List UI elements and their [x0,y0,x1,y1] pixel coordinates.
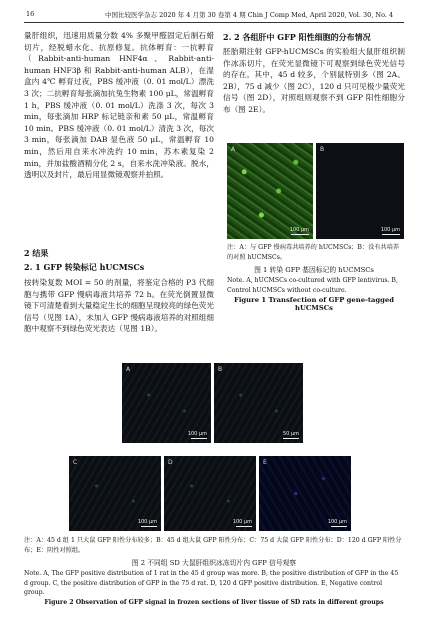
figure-1a-scale: 100 μm [289,227,309,233]
figure-2e-image [259,456,351,531]
figure-1-note-en: Note. A, hUCMSCs co-cultured with GFP lentivirus. B, Control hUCMSCs without co-culture. [227,277,398,294]
section-2-2-paragraph: 胚胎期注射 GFP-hUCMSCs 的实验组大鼠肝组织制作冰冻切片，在荧光显微镜下可观察到绿色荧光信号的存在。其中，45 d 较多，个别鼠特别多（图 2A、2B），75 d 减少（图 2C），120 d 只可见极少量荧光信号（图 2D），对照组则观察不到 GFP 阳性细胞分布（图 2E）。 [223,47,405,114]
figure-1a-image [227,143,313,239]
figure-2d-image [164,456,256,531]
section-2-1-heading: 2. 1 GFP 转染标记 hUCMSCs [24,262,145,272]
figure-1b-scale: 100 μm [380,227,400,233]
figure-2c-image [69,456,161,531]
figure-2-title-en: Figure 2 Observation of GFP signal in frozen sections of liver tissue of SD rats in different groups [44,599,384,606]
figure-1a-label: A [231,146,236,153]
figure-1a-scalebar [291,234,309,235]
figure-2-note-cn: 注：A：45 d 组 1 只大鼠 GFP 阳性分布较多；B：45 d 组大鼠 GFP 阳性分布；C：75 d 大鼠 GFP 阳性分布；D：120 d GFP 阳性分布；E：阴性对照组。 [24,537,402,554]
running-header [0,10,427,22]
figure-2e-scalebar [331,526,347,527]
figure-2a-scalebar [191,438,207,439]
figure-2e-scale: 100 μm [327,519,347,525]
figure-2c-scalebar [141,526,157,527]
section-2-2-heading: 2. 2 各组肝中 GFP 阳性细胞的分布情况 [223,32,371,42]
figure-2a-scale: 100 μm [187,431,207,437]
figure-2d-scalebar [236,526,252,527]
page-number: 16 [26,10,35,18]
figure-2e-label: E [263,459,267,466]
figure-1b-image [316,143,404,239]
figure-2b-label: B [218,366,223,373]
section-2-1-paragraph: 按转染复数 MOI = 50 的剂量，将鉴定合格的 P3 代细胞与携带 GFP 慢病毒液共培养 72 h。在荧光倒置显微镜下可清楚看到大量稳定生长的细胞呈现较亮的绿色荧光信号（见图 1A），未加入 GFP 慢病毒液培养的对照组细胞中观察不到绿色荧光表达（见图 1B）。 [24,278,214,334]
figure-1-title-cn: 图 1 转染 GFP 基因标记的 hUCMSCs [254,266,374,274]
figure-2-title-cn: 图 2 不同组 SD 大鼠肝组织冰冻切片内 GFP 信号观察 [131,559,297,567]
figure-2a-image [122,363,211,443]
figure-2c-scale: 100 μm [137,519,157,525]
figure-2b-image [214,363,303,443]
header-rule [24,22,404,23]
figure-2a-label: A [126,366,131,373]
figure-2c-label: C [73,459,78,466]
figure-2d-scale: 100 μm [232,519,252,525]
section-results-heading: 2 结果 [24,248,49,258]
figure-1b-scalebar [382,234,400,235]
figure-1-note-cn: 注：A：与 GFP 慢病毒共培养的 hUCMSCs；B：没有共培养的对照 hUCMSCs。 [227,244,400,261]
methods-paragraph: 量肝组织，迅速用质量分数 4% 多聚甲醛固定后制石蜡切片，经脱蜡水化、抗原修复。抗体孵育：一抗孵育（Rabbit-anti-human HNF4α、Rabbit-anti-human HNF3β 和 Rabbit-anti-human ALB），在湿盒内 4℃ 孵育过夜，PBS 缓冲液（0. 01 mol/L）漂洗 3 次；二抗孵育每张滴加抗兔生物素 100 μL，常温孵育 1 h，PBS 缓冲液（0. 01 mol/L）洗涤 3 次，每次 3 min，每张滴加 HRP 标记链亲和素 50 μL，常温孵育 10 min。PBS 缓冲液（0. 01 mol/L）清洗 3 次，每次 3 min，每张滴加 DAB 显色液 50 μL，常温孵育 10 min，然后用自来水冲洗约 10 min，苏木素复染 2 min，并加盐酸酒精分化 2 s，自来水洗冲染液。脱水，透明以及封片，最后用显微镜观察并拍照。 [24,31,214,180]
figure-2-note-en: Note. A, The GFP positive distribution of 1 rat in the 45 d group was more. B, the positive distribution of GFP in the 45 d group. C, the positive distribution of GFP in the 75 d rat. D, 120 d GFP positive distribution. E, Negative control group. [24,570,399,596]
figure-2b-scalebar [283,438,299,439]
journal-info: 中国比较医学杂志 2020 年 4 月第 30 卷第 4 期 Chin J Comp Med, April 2020, Vol. 30, No. 4 [105,11,394,19]
figure-2b-scale: 50 μm [282,431,299,437]
figure-1-title-en: Figure 1 Transfection of GFP gene-tagged hUCMSCs [234,296,394,312]
figure-1b-label: B [320,146,325,153]
figure-2d-label: D [168,459,173,466]
